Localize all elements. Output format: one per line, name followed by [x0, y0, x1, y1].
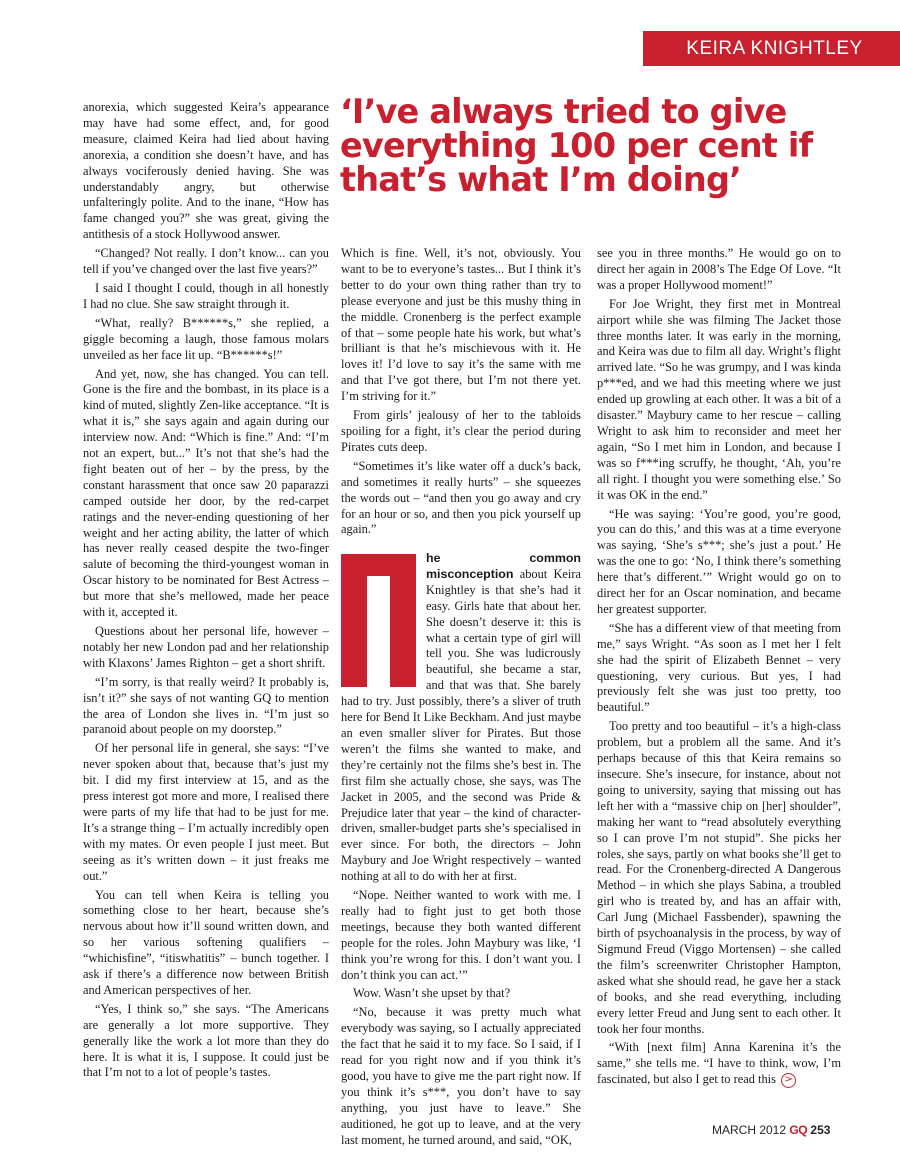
- paragraph: “No, because it was pretty much what everybody was saying, so I actually appreciated the fact that he said it to my face. So I said, if I read for you right now and if you think it’s good, you have to give me the part right now. If you think it’s s***, you don’t have to say anything, you just have to leave.” She auditioned, he got up to leave, and at the very last moment, he turned around, and said, “OK,: [341, 1005, 581, 1147]
- page-number: 253: [810, 1123, 831, 1137]
- paragraph: For Joe Wright, they first met in Montreal airport while she was filming The Jacket those three months later. It was early in the morning, and Keira was due to film all day. Wright’s flight arrived late. “So he was grumpy, and I was kinda p***ed, and we had this meeting where we just ended up growling at each other. It was a bit of a disaster.” Maybury came to her rescue – calling Wright to ask him to reconsider and meet her again, “So I met him in London, and because I was so f***ing scruffy, he thought, ‘Ah, you’re all right. I thought you were something else.’ So it was OK in the end.”: [597, 296, 841, 502]
- paragraph: You can tell when Keira is telling you something close to her heart, because she’s nervous about how it’ll sound written down, and so her various softening qualifiers – “whichisfine”, “itiswhatitis” – bunch together. I ask if there’s a difference now between British and American perspectives of her.: [83, 887, 329, 997]
- paragraph: Too pretty and too beautiful – it’s a high-class problem, but a problem all the same. And it’s perhaps because of this that Keira remains so insecure. She’s insecure, for instance, about not going to university, saying that missing out has left her with a “massive chip on [her] shoulder”, making her want to “read absolutely everything so I can prove I’m not stupid”. She picks her roles, she says, partly on what books she’ll get to read. For the Cronenberg-directed A Dangerous Method – in which she plays Sabina, a troubled girl who is treated by, and has an affair with, Carl Jung (Michael Fassbender), spawning the birth of psychoanalysis in the process, by way of Sigmund Freud (Viggo Mortensen) – she called the film’s screenwriter Christopher Hampton, asked what she should read, he gave her a stack of books, and she read everything, including every letter Freud and Jung sent to each other. It took her four months.: [597, 719, 841, 1036]
- paragraph: see you in three months.” He would go on to direct her again in 2008’s The Edge Of Love. “It was a proper Hollywood moment!”: [597, 246, 841, 292]
- paragraph: [341, 551, 581, 885]
- column-2-section: [341, 551, 581, 1149]
- paragraph: “Yes, I think so,” she says. “The Americans are generally a lot more supportive. They generally like the work a lot more than they do here. It is what it is, I suppose. It could just be that I’m not to a lot of people’s tastes.: [83, 1001, 329, 1080]
- paragraph: Wow. Wasn’t she upset by that?: [353, 986, 511, 1001]
- drop-cap: [341, 554, 416, 687]
- paragraph: “He was saying: ‘You’re good, you’re good, you can do this,’ and this was at a time everyone was saying, ‘She’s s***; she’s just a pout.’ He was the one to go: ‘No, I think there’s something here that’s different.’” Wright would go on to direct her for an Oscar nomination, and became her greatest supporter.: [597, 506, 841, 616]
- paragraph: “She has a different view of that meeting from me,” says Wright. “As soon as I met her I felt she had the spirit of Elizabeth Bennet – very questioning, very curious. But yes, I had previously felt she was just too pretty, too beautiful.”: [597, 620, 841, 715]
- section-tag: KEIRA KNIGHTLEY: [643, 31, 900, 66]
- paragraph: “I’m sorry, is that really weird? It probably is, isn’t it?” she says of not wanting GQ to mention the area of London she lives in. “I’m just so paranoid about people on my doorstep.”: [83, 674, 329, 737]
- issue-date: MARCH 2012: [712, 1123, 787, 1137]
- paragraph: anorexia, which suggested Keira’s appearance may have had some effect, and, for good measure, claimed Keira had lied about having anorexia, a condition she doesn’t have, and has always vociferously denied having. She was understandably angry, but otherwise unfalteringly polite. And to the inane, “How has fame changed you?” she was great, giving the antithesis of a stock Hollywood answer.: [83, 100, 329, 242]
- pull-quote: ‘I’ve always tried to give everything 100 per cent if that’s what I’m doing’: [340, 92, 813, 199]
- paragraph: “Changed? Not really. I don’t know... can you tell if you’ve changed over the last five years?”: [83, 246, 329, 277]
- paragraph: “Sometimes it’s like water off a duck’s back, and sometimes it really hurts” – she squeezes the words out – “and then you go away and cry for an hour or so, and then you pick yourself up again.”: [341, 458, 581, 537]
- paragraph: [597, 1040, 841, 1088]
- paragraph-text: “With [next film] Anna Karenina it’s the same,” she tells me. “I have to think, wow, I’m fascinated, but also I get to read this: [597, 1040, 841, 1087]
- column-1: [83, 100, 329, 1081]
- paragraph: Questions about her personal life, however – notably her new London pad and her relationship with Klaxons’ James Righton – get a short shrift.: [83, 624, 329, 670]
- column-2: [341, 246, 581, 538]
- paragraph: Of her personal life in general, she says: “I’ve never spoken about that, because that’s just my bit. I did my first interview at 15, and as the press interest got more and more, I realised there were parts of my life that had to be just for me. It’s a strange thing – I’m actually incredibly open with my mates. Or even people I just meet. But seeing as it’s written down – it just freaks me out.”: [83, 741, 329, 883]
- page-footer: [712, 1123, 830, 1137]
- column-3: [597, 246, 841, 1088]
- magazine-logo: GQ: [789, 1123, 808, 1137]
- paragraph: From girls’ jealousy of her to the tabloids spoiling for a fight, it’s clear the period during Pirates cuts deep.: [341, 408, 581, 454]
- paragraph: “Nope. Neither wanted to work with me. I really had to fight just to get both those meetings, because they both wanted different people for the roles. John Maybury was like, ‘I think you’re wrong for this. I don’t want you. I don’t think you can act.’”: [341, 888, 581, 982]
- paragraph-text: about Keira Knightley is that she’s had it easy. Girls hate that about her. She doesn’t deserve it: this is what a certain type of girl will tell you. She was ludicrously beautiful, she became a star, and that was that. She barely had to try. Just possibly, there’s a sliver of truth here for Bend It Like Beckham. And just maybe an even smaller sliver for Pirates. But those weren’t the films she wanted to make, and they’re certainly not the films she’s best in. The first film she actually chose, she says, was The Jacket in 2005, and the second was Pride & Prejudice later that year – the kind of character-driven, smaller-budget parts she’s specialised in ever since. For both, the directors – John Maybury and Joe Wright respectively – wanted nothing at all to do with her at first.: [341, 566, 581, 884]
- paragraph: I said I thought I could, though in all honestly I had no clue. She saw straight through it.: [83, 280, 329, 311]
- paragraph: Which is fine. Well, it’s not, obviously. You want to be to everyone’s tastes... But I think it’s better to do your own thing rather than try to please everyone and just be this mushy thing in the middle. Cronenberg is the perfect example of that – some people hate his work, but what’s brilliant is that he’s mischievous with it. He loves it! I’d love to say it’s the same with me and that I’ve got there, but I’m not there yet. I’m striving for it.”: [341, 246, 581, 404]
- lead-in: he common misconception: [426, 551, 581, 581]
- paragraph: “What, really? B******s,” she replied, a giggle becoming a laugh, those famous molars unveiled as her face lit up. “B******s!”: [83, 315, 329, 362]
- next-arrow-icon: >: [781, 1073, 796, 1088]
- paragraph: And yet, now, she has changed. You can tell. Gone is the fire and the bombast, in its place is a kind of muted, slightly Zen-like acceptance. “It is what it is,” she says again and again during our interview now. And: “Which is fine.” And: “I’m not an expert, but...” It’s not that she’s had the fight beaten out of her – by the press, by the constant harassment that once saw 20 paparazzi camped outside her door, by the red-carpet ratings and the never-ending questioning of her weight and her acting ability, the latter of which has never really ceased despite the two-finger salute of becoming the third-youngest woman in Oscar history to be nominated for Best Actress – but more that she’s mellowed, made her peace with it, accepted it.: [83, 366, 330, 620]
